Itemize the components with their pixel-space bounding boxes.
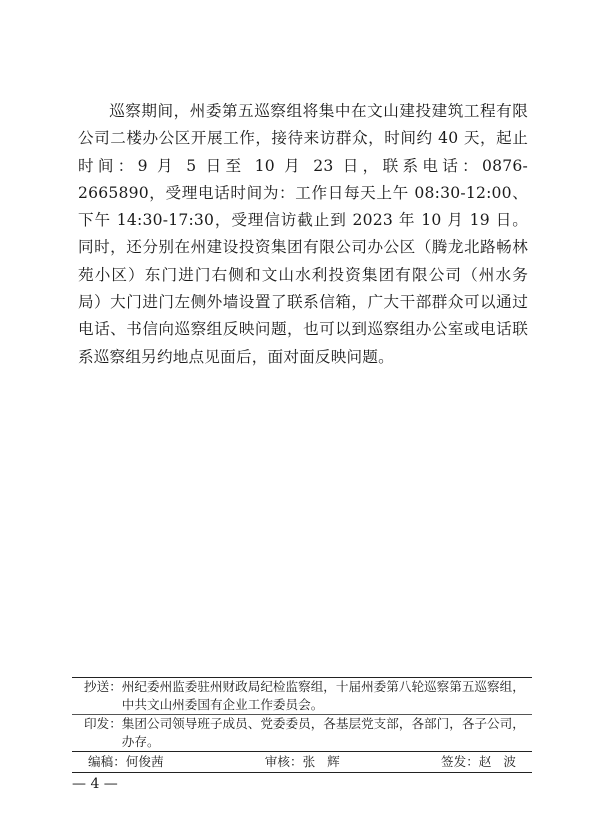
page-number: — 4 —	[72, 776, 118, 792]
issue-row	[72, 714, 532, 751]
reviewer-credit: 审核：张 辉	[264, 754, 340, 769]
cc-recipients: 州纪委州监委驻州财政局纪检监察组，十届州委第八轮巡察第五巡察组，中共文山州委国有企业工作委员会。	[121, 679, 525, 712]
issue-recipients: 集团公司领导班子成员、党委委员，各基层党支部，各部门，各子公司，办存。	[121, 716, 525, 749]
cc-row	[72, 678, 532, 714]
signoff-row	[72, 751, 532, 772]
editor-credit: 编稿：何俊茜	[88, 754, 164, 769]
distribution-block	[72, 677, 532, 773]
issue-label: 印发：	[84, 716, 122, 731]
body-paragraph: 巡察期间，州委第五巡察组将集中在文山建投建筑工程有限公司二楼办公区开展工作，接待来访群众，时间约 40 天，起止时间：9 月 5 日至 10 月 23 日，联系电话：0876-2665890，受理电话时间为：工作日每天上午 08:30-12:00、下午 14:30-17:30，受理信访截止到 2023 年 10 月 19 日。同时，还分别在州建设投资集团有限公司办公区（腾龙北路畅林苑小区）东门进门右侧和文山水利投资集团有限公司（州水务局）大门进门左侧外墙设置了联系信箱，广大干部群众可以通过电话、书信向巡察组反映问题，也可以到巡察组办公室或电话联系巡察组另约地点见面后，面对面反映问题。	[78, 102, 528, 366]
issuer-credit: 签发：赵 波	[441, 754, 516, 769]
cc-label: 抄送：	[84, 679, 122, 694]
